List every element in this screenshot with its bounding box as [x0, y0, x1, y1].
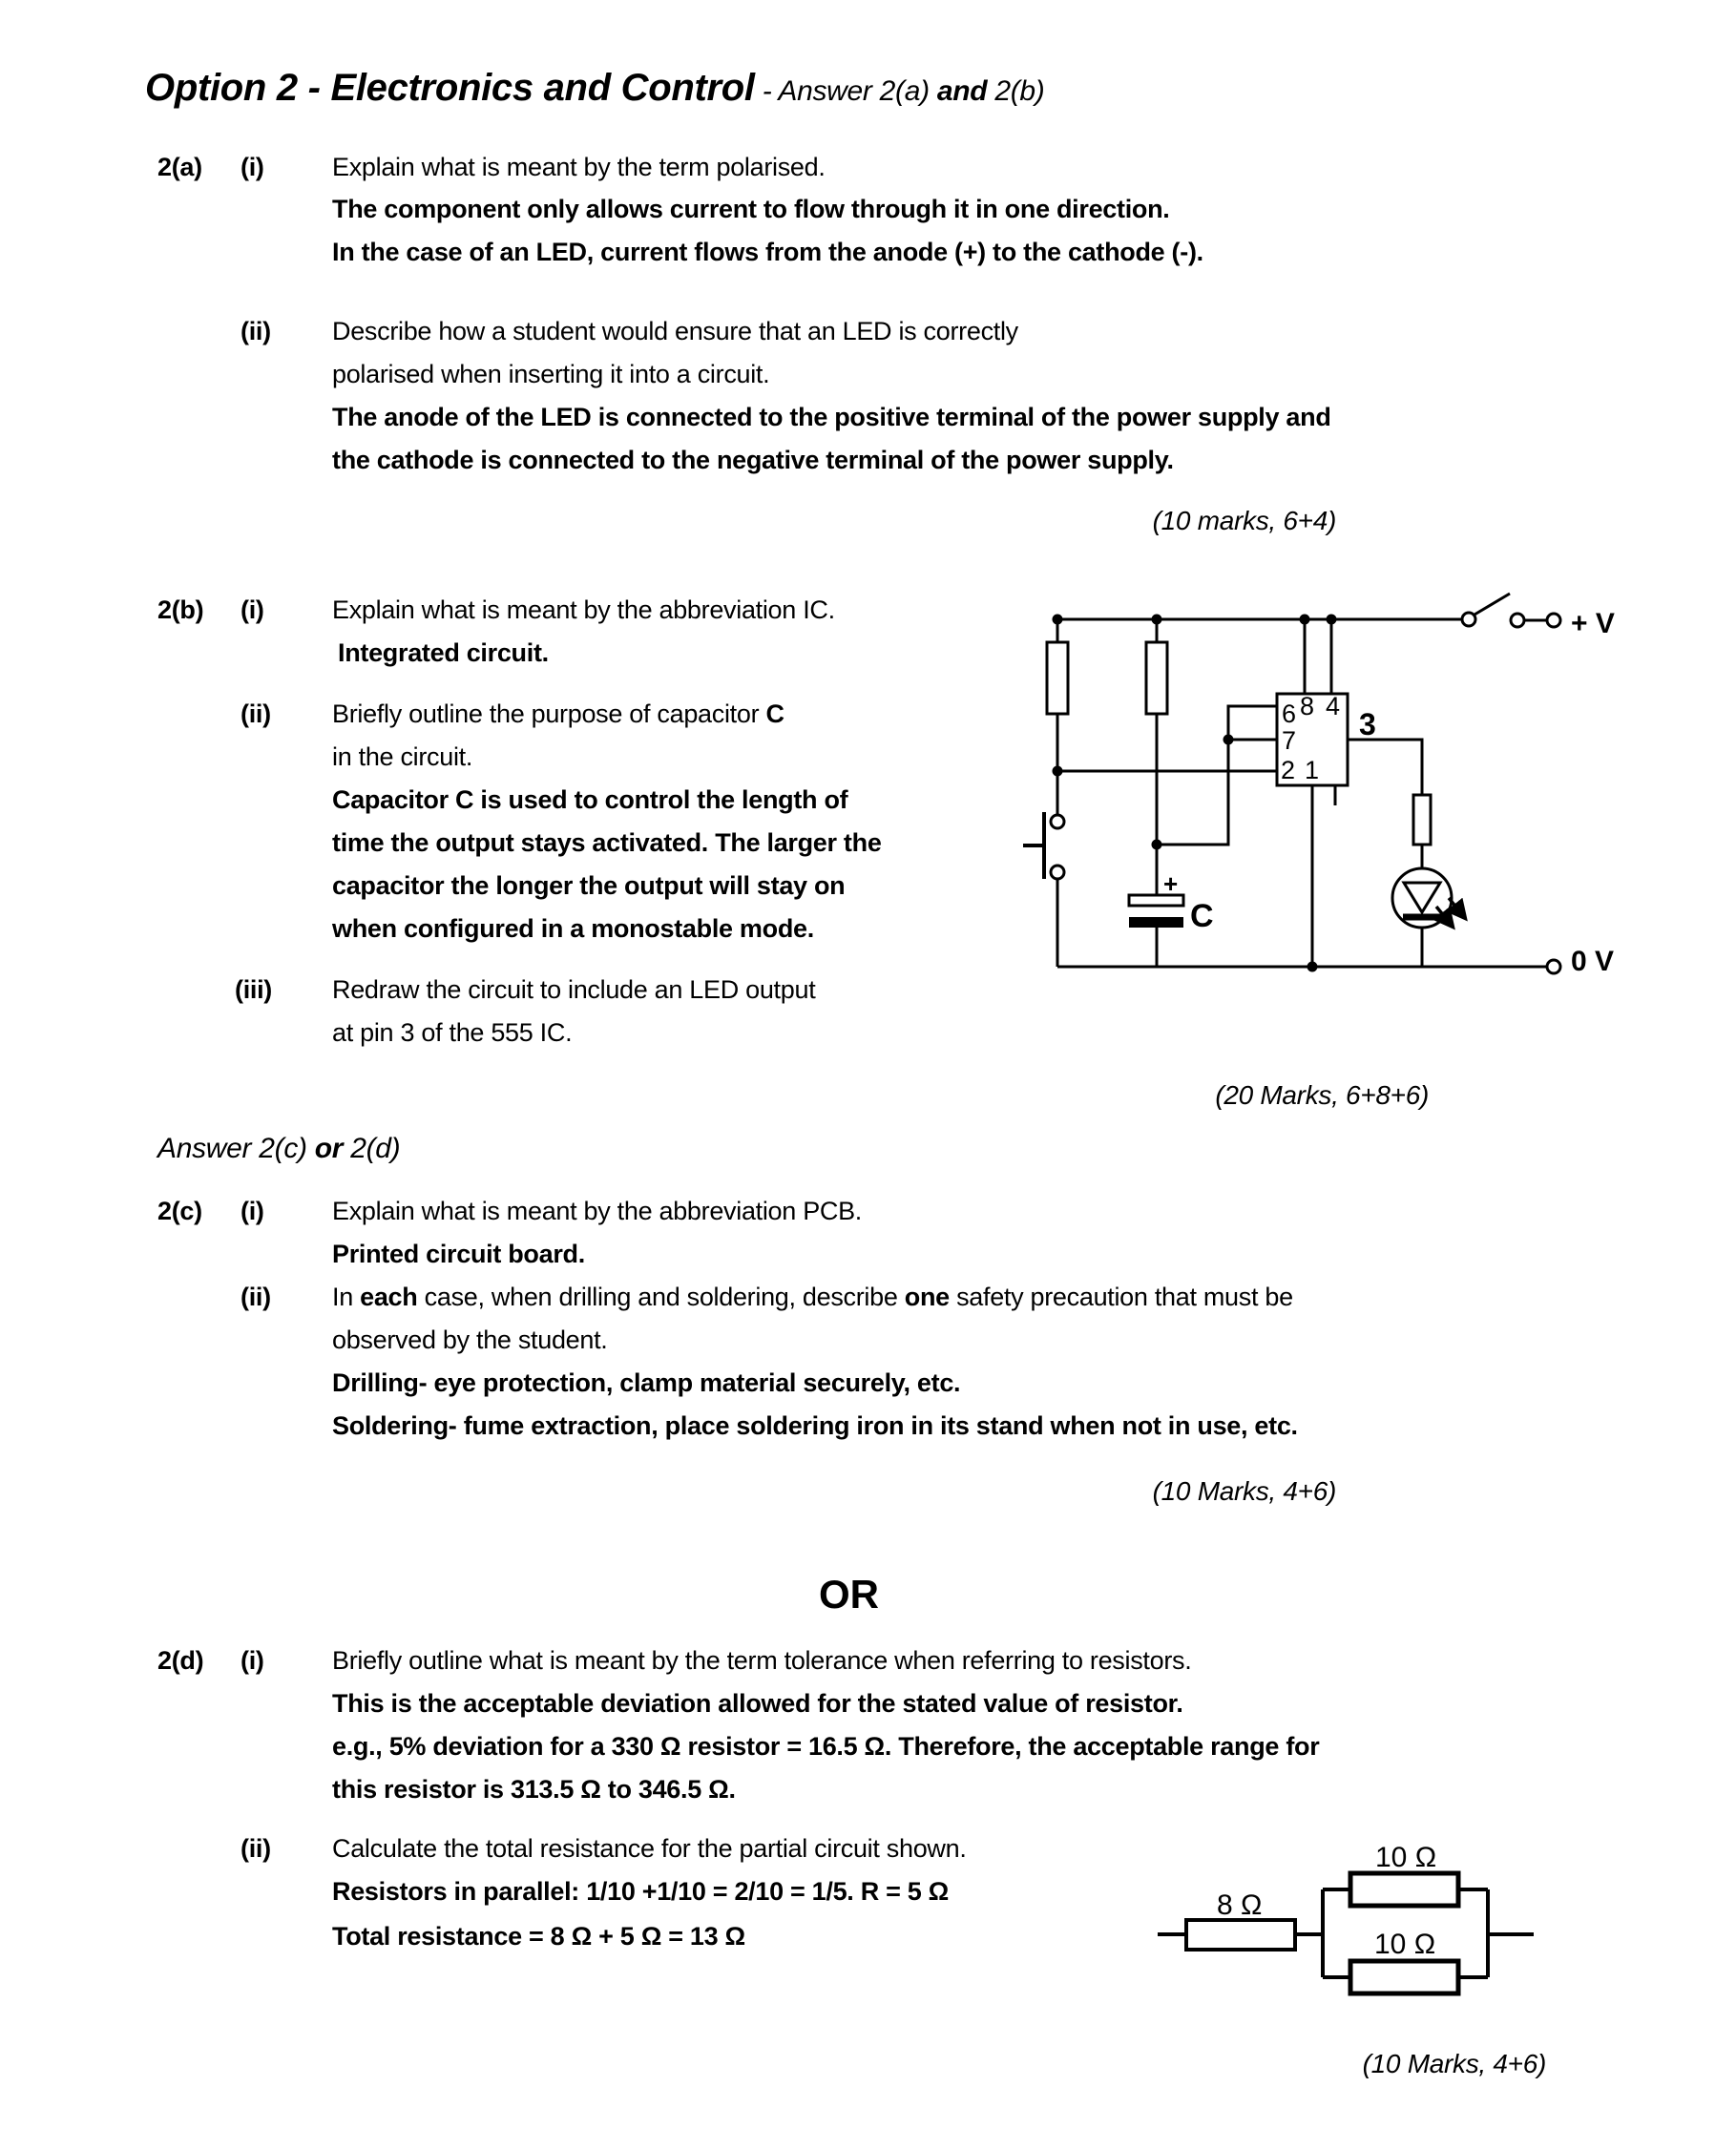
q2b-marks: (20 Marks, 6+8+6) — [1215, 1080, 1429, 1110]
q2d-ii-num: (ii) — [241, 1834, 271, 1863]
q2a-i-answer-2: In the case of an LED, current flows from the anode (+) to the cathode (-). — [332, 238, 1203, 266]
q2a-ii-answer-2: the cathode is connected to the negative terminal of the power supply. — [332, 446, 1174, 474]
q2a-ii-question-1: Describe how a student would ensure that an LED is correctly — [332, 317, 1018, 345]
q2b-ii-question-1 — [332, 701, 784, 727]
q2a-ii-num: (ii) — [241, 317, 271, 345]
led-series-resistor-symbol — [1413, 795, 1431, 845]
pin3-output-wire — [1348, 740, 1422, 795]
q2c-i-question: Explain what is meant by the abbreviation PCB. — [332, 1197, 863, 1225]
q2c-ii-q1-part3: safety precaution that must be — [949, 1283, 1293, 1311]
q2d-i-question: Briefly outline what is meant by the term tolerance when referring to resistors. — [332, 1646, 1192, 1675]
ic-pin4-label: 4 — [1326, 692, 1341, 720]
or-divider: OR — [819, 1572, 879, 1617]
title-separator: - — [754, 75, 779, 107]
answer-choice-or: or — [314, 1133, 344, 1164]
q2d-marks: (10 Marks, 4+6) — [1362, 2049, 1546, 2078]
q2b-iii-question-1: Redraw the circuit to include an LED output — [332, 975, 816, 1004]
q2b-ii-answer-2: time the output stays activated. The larger the — [332, 828, 882, 857]
resistor-network-circuit-diagram — [1126, 1837, 1565, 2009]
parallel-resistor-top-symbol — [1350, 1873, 1458, 1906]
zero-volt-label: 0 V — [1571, 946, 1615, 977]
page-title — [145, 69, 1044, 107]
q2d-i-answer-2: e.g., 5% deviation for a 330 Ω resistor = 16.5 Ω. Therefore, the acceptable range for — [332, 1732, 1320, 1761]
q2a-marks: (10 marks, 6+4) — [1152, 506, 1336, 535]
ic-pin2-label: 2 — [1281, 756, 1296, 784]
pin6-pin7-link-wire — [1157, 706, 1277, 845]
q2d-i-num: (i) — [241, 1646, 264, 1675]
q2c-ii-question-2: observed by the student. — [332, 1325, 608, 1354]
title-instruction-pre: Answer 2(a) — [778, 75, 937, 107]
title-instruction-and: and — [936, 75, 988, 107]
capacitor-negative-plate — [1129, 917, 1183, 928]
q2c-ii-q1-bold1: each — [360, 1283, 418, 1311]
series-resistor-8ohm-symbol — [1186, 1920, 1295, 1950]
q2c-marks: (10 Marks, 4+6) — [1152, 1476, 1336, 1506]
parallel-resistor-bottom-value-label: 10 Ω — [1374, 1929, 1436, 1960]
ic-pin3-label: 3 — [1359, 707, 1376, 741]
q2c-ii-question-1 — [332, 1284, 1293, 1310]
q2a-i-answer-1: The component only allows current to flow through it in one direction. — [332, 195, 1170, 223]
title-instruction-post: 2(b) — [987, 75, 1045, 107]
q2a-i-num: (i) — [241, 153, 264, 181]
q2b-ii-question-1-cap-ref: C — [765, 699, 784, 728]
resistor-r2-symbol — [1146, 642, 1167, 714]
push-button-contact-bottom — [1051, 866, 1064, 879]
q2d-ii-answer-2: Total resistance = 8 Ω + 5 Ω = 13 Ω — [332, 1922, 745, 1951]
resistor-r1-symbol — [1047, 642, 1068, 714]
zero-volt-terminal — [1547, 960, 1560, 973]
series-resistor-value-label: 8 Ω — [1217, 1889, 1263, 1921]
q2b-ii-question-2: in the circuit. — [332, 742, 473, 771]
positive-terminal — [1547, 614, 1560, 627]
push-button-actuator-icon — [1023, 812, 1044, 879]
ic-pin7-label: 7 — [1282, 726, 1297, 755]
q2b-ii-num: (ii) — [241, 699, 271, 728]
q2d-ii-answer-1: Resistors in parallel: 1/10 +1/10 = 2/10 = 1/5. R = 5 Ω — [332, 1877, 950, 1906]
capacitor-polarity-label: + — [1163, 869, 1179, 898]
pin1-ground-wire — [1312, 785, 1335, 967]
q2a-ii-question-2: polarised when inserting it into a circuit. — [332, 360, 770, 388]
q2c-ii-q1-part2: case, when drilling and soldering, describe — [417, 1283, 905, 1311]
parallel-resistor-bottom-symbol — [1350, 1961, 1458, 1993]
q2b-iii-question-2: at pin 3 of the 555 IC. — [332, 1018, 573, 1047]
q2b-ii-answer-4: when configured in a monostable mode. — [332, 914, 814, 943]
answer-choice-pre: Answer 2(c) — [157, 1133, 315, 1164]
q2c-i-answer: Printed circuit board. — [332, 1240, 585, 1268]
push-button-contact-top — [1051, 815, 1064, 828]
q2b-ii-answer-1: Capacitor C is used to control the length of — [332, 785, 848, 814]
ic-pin1-label: 1 — [1305, 756, 1320, 784]
page-title-main: Option 2 - Electronics and Control — [145, 67, 755, 109]
q2b-ii-answer-3: capacitor the longer the output will stay on — [332, 871, 846, 900]
answer-choice-post: 2(d) — [343, 1133, 401, 1164]
supply-switch-throw — [1511, 614, 1524, 627]
q2d-label: 2(d) — [157, 1646, 204, 1675]
q2b-label: 2(b) — [157, 595, 204, 624]
positive-supply-label: + V — [1571, 608, 1615, 639]
q2b-ii-question-1-text: Briefly outline the purpose of capacitor — [332, 699, 766, 728]
q2c-ii-num: (ii) — [241, 1283, 271, 1311]
q2c-ii-q1-bold2: one — [904, 1283, 950, 1311]
q2c-ii-answer-2: Soldering- fume extraction, place soldering iron in its stand when not in use, etc. — [332, 1411, 1298, 1440]
parallel-resistor-top-value-label: 10 Ω — [1375, 1842, 1437, 1873]
ic-pin8-label: 8 — [1300, 692, 1315, 720]
q2b-i-num: (i) — [241, 595, 264, 624]
q2d-i-answer-1: This is the acceptable deviation allowed for the stated value of resistor. — [332, 1689, 1183, 1718]
answer-choice-instruction — [157, 1135, 400, 1163]
q2b-i-question: Explain what is meant by the abbreviation IC. — [332, 595, 835, 624]
q2a-i-question: Explain what is meant by the term polarised. — [332, 153, 826, 181]
q2a-ii-answer-1: The anode of the LED is connected to the positive terminal of the power supply and — [332, 403, 1331, 431]
supply-switch-pole — [1462, 613, 1475, 626]
q2a-label: 2(a) — [157, 153, 202, 181]
capacitor-label: C — [1190, 898, 1214, 934]
q2b-i-answer: Integrated circuit. — [338, 638, 549, 667]
q2b-iii-num: (iii) — [235, 975, 272, 1004]
q2d-i-answer-3: this resistor is 313.5 Ω to 346.5 Ω. — [332, 1775, 736, 1804]
pin8-pin4-supply-wires — [1305, 619, 1331, 694]
q2c-ii-answer-1: Drilling- eye protection, clamp material securely, etc. — [332, 1368, 961, 1397]
q2d-ii-question: Calculate the total resistance for the partial circuit shown. — [332, 1834, 967, 1863]
supply-switch-lever — [1475, 594, 1510, 615]
monostable-555-circuit-diagram — [973, 571, 1642, 991]
q2c-label: 2(c) — [157, 1197, 202, 1225]
ic-pin6-label: 6 — [1282, 699, 1297, 728]
q2c-i-num: (i) — [241, 1197, 264, 1225]
q2c-ii-q1-part1: In — [332, 1283, 361, 1311]
